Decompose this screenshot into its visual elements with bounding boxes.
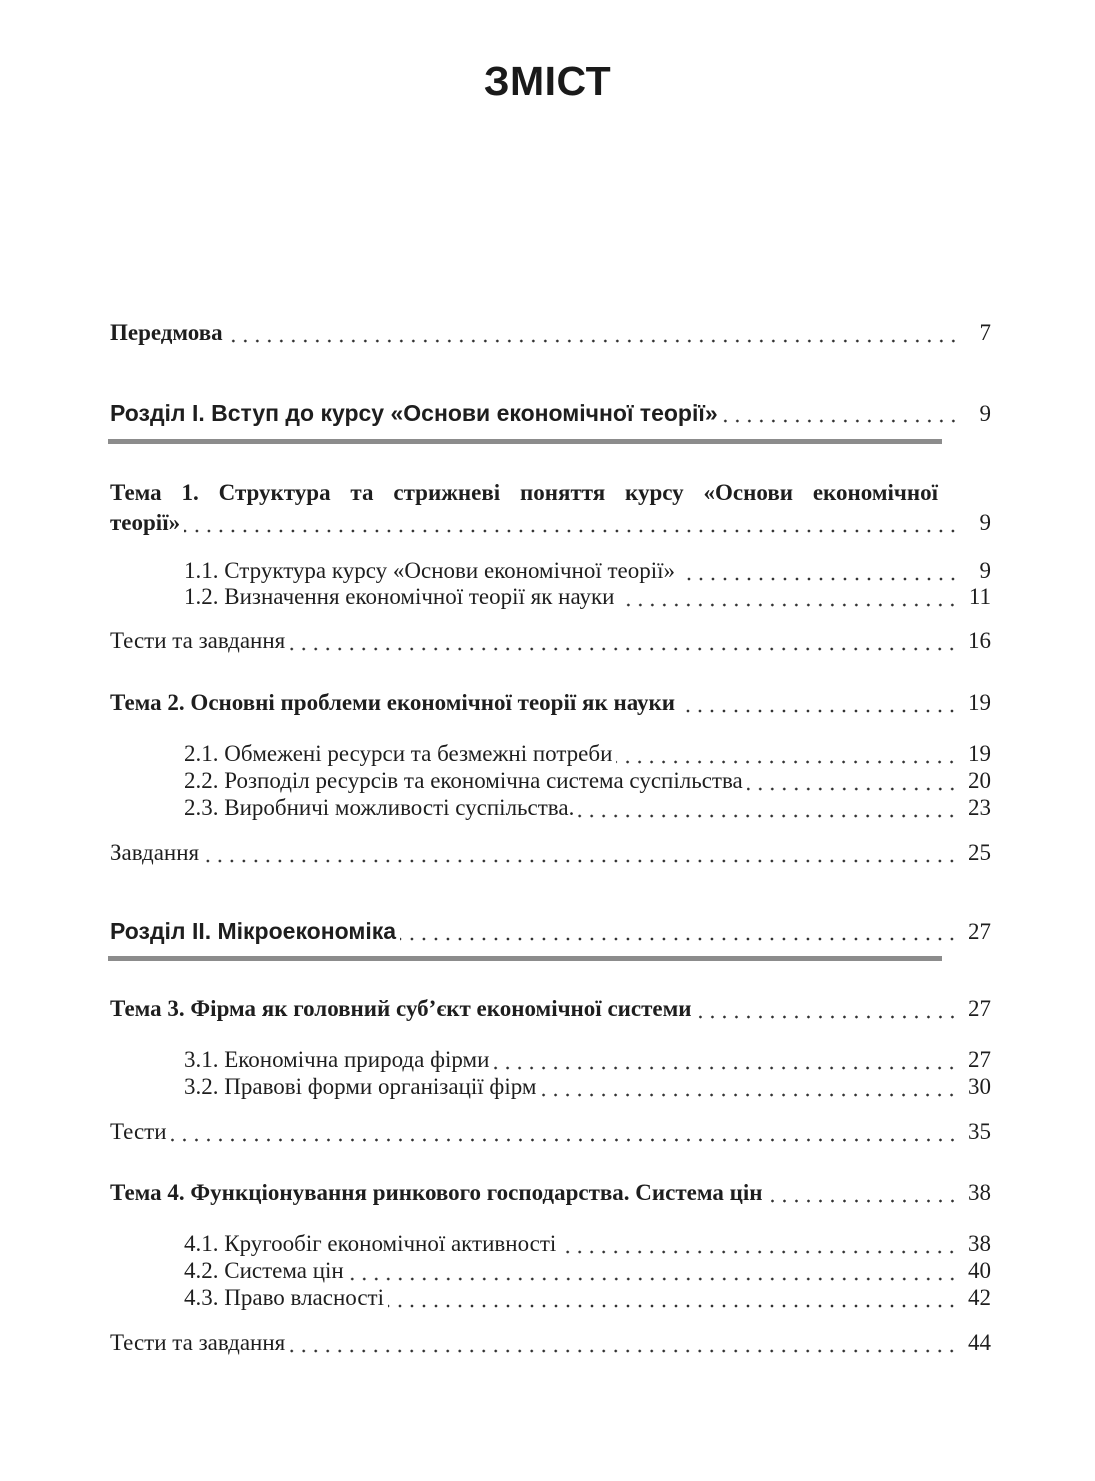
toc-entry-title: Тести [110,1119,167,1144]
toc-entry-title: Розділ ІІ. Мікроекономіка [110,918,397,944]
toc-entry-title: 2.2. Розподіл ресурсів та економічна система суспільства [184,768,743,793]
toc-entry-title: Тема 2. Основні проблеми економічної теорії як науки [110,690,676,715]
toc-entry-title: 2.3. Виробничі можливості суспільства. [184,795,575,820]
dot-leader [184,529,959,533]
toc-entry-section-1[interactable] [110,398,991,428]
toc-entry-title: Тема 4. Функціонування ринкового господарства. Система цін [110,1180,763,1205]
dot-leader [348,1277,958,1281]
toc-entry-4-1[interactable] [184,1229,991,1259]
toc-page-number: 27 [968,996,991,1021]
toc-page-number: 25 [968,840,991,865]
dot-leader [560,1250,958,1254]
toc-entry-title: 3.2. Правові форми організації фірм [184,1074,537,1099]
toc-entry-title: 1.2. Визначення економічної теорії як науки [184,584,615,609]
dot-leader [618,603,958,607]
toc-page-number: 9 [979,510,991,535]
toc-entry-title: 4.1. Кругообіг економічної активності [184,1231,557,1256]
toc-page-number: 42 [968,1285,991,1310]
toc-entry-topic-1[interactable] [110,478,991,538]
toc-entry-2-3[interactable] [184,793,991,823]
toc-page-number: 23 [968,795,991,820]
dot-leader [400,937,958,941]
toc-entry-4-2[interactable] [184,1256,991,1286]
toc-page-number: 19 [968,690,991,715]
toc-page-number: 38 [968,1180,991,1205]
toc-entry-tests-4[interactable] [110,1328,991,1358]
toc-page-number: 16 [968,628,991,653]
dot-leader [679,577,959,581]
toc-page-number: 44 [968,1330,991,1355]
toc-page-number: 20 [968,768,991,793]
toc-entry-4-3[interactable] [184,1283,991,1313]
toc-entry-topic-2[interactable] [110,688,991,718]
toc-entry-title-continued: теорії» [110,510,181,535]
toc-entry-3-1[interactable] [184,1045,991,1075]
dot-leader [289,1349,958,1353]
toc-page-number: 11 [968,584,991,609]
toc-entry-title: Тести та завдання [110,628,286,653]
toc-entry-title: Тема 3. Фірма як головний суб’єкт економічної системи [110,996,692,1021]
dot-leader [388,1304,958,1308]
toc-entry-title: 1.1. Структура курсу «Основи економічної теорії» [184,558,676,583]
toc-entry-tests-1[interactable] [110,626,991,656]
toc-entry-section-2[interactable] [110,916,991,946]
toc-entry-title: 4.2. Система цін [184,1258,344,1283]
dot-leader [171,1138,958,1142]
dot-leader [747,787,958,791]
toc-page-number: 7 [979,320,991,345]
toc-page-number: 27 [968,919,991,944]
toc-page-number: 40 [968,1258,991,1283]
dot-leader [696,1015,958,1019]
toc-entry-title: Розділ І. Вступ до курсу «Основи економічної теорії» [110,400,718,426]
dot-leader [493,1066,958,1070]
toc-entry-2-2[interactable] [184,766,991,796]
toc-page-number: 27 [968,1047,991,1072]
toc-entry-3-2[interactable] [184,1072,991,1102]
dot-leader [616,760,958,764]
toc-entry-topic-3[interactable] [110,994,991,1024]
toc-page-number: 35 [968,1119,991,1144]
dot-leader [679,709,958,713]
dot-leader [767,1199,958,1203]
toc-page-number: 9 [979,401,991,426]
toc-entry-title: Тема 1. Структура та стрижневі поняття курсу «Основи економічної [110,480,938,505]
dot-leader [289,647,958,651]
dot-leader [540,1093,958,1097]
dot-leader [578,814,958,818]
toc-entry-title: 4.3. Право власності [184,1285,385,1310]
toc-entry-tasks-2[interactable] [110,838,991,868]
section-divider [108,956,942,961]
toc-entry-title: 3.1. Економічна природа фірми [184,1047,490,1072]
toc-entry-1-2[interactable] [184,582,991,612]
toc-entry-title: 2.1. Обмежені ресурси та безмежні потреби [184,741,613,766]
dot-leader [227,339,959,343]
toc-entry-tests-3[interactable] [110,1117,991,1147]
page-title: ЗМІСТ [483,58,612,104]
toc-entry-topic-4[interactable] [110,1178,991,1208]
toc-page-number: 38 [968,1231,991,1256]
toc-entry-preface[interactable] [110,318,991,348]
toc-entry-title: Завдання [110,840,200,865]
toc-page-number: 9 [979,558,991,583]
toc-entry-title: Передмова [110,320,223,345]
toc-page-number: 19 [968,741,991,766]
toc-page-number: 30 [968,1074,991,1099]
toc-entry-2-1[interactable] [184,739,991,769]
toc-entry-title: Тести та завдання [110,1330,286,1355]
section-divider [108,439,942,444]
dot-leader [722,419,959,423]
dot-leader [203,859,958,863]
